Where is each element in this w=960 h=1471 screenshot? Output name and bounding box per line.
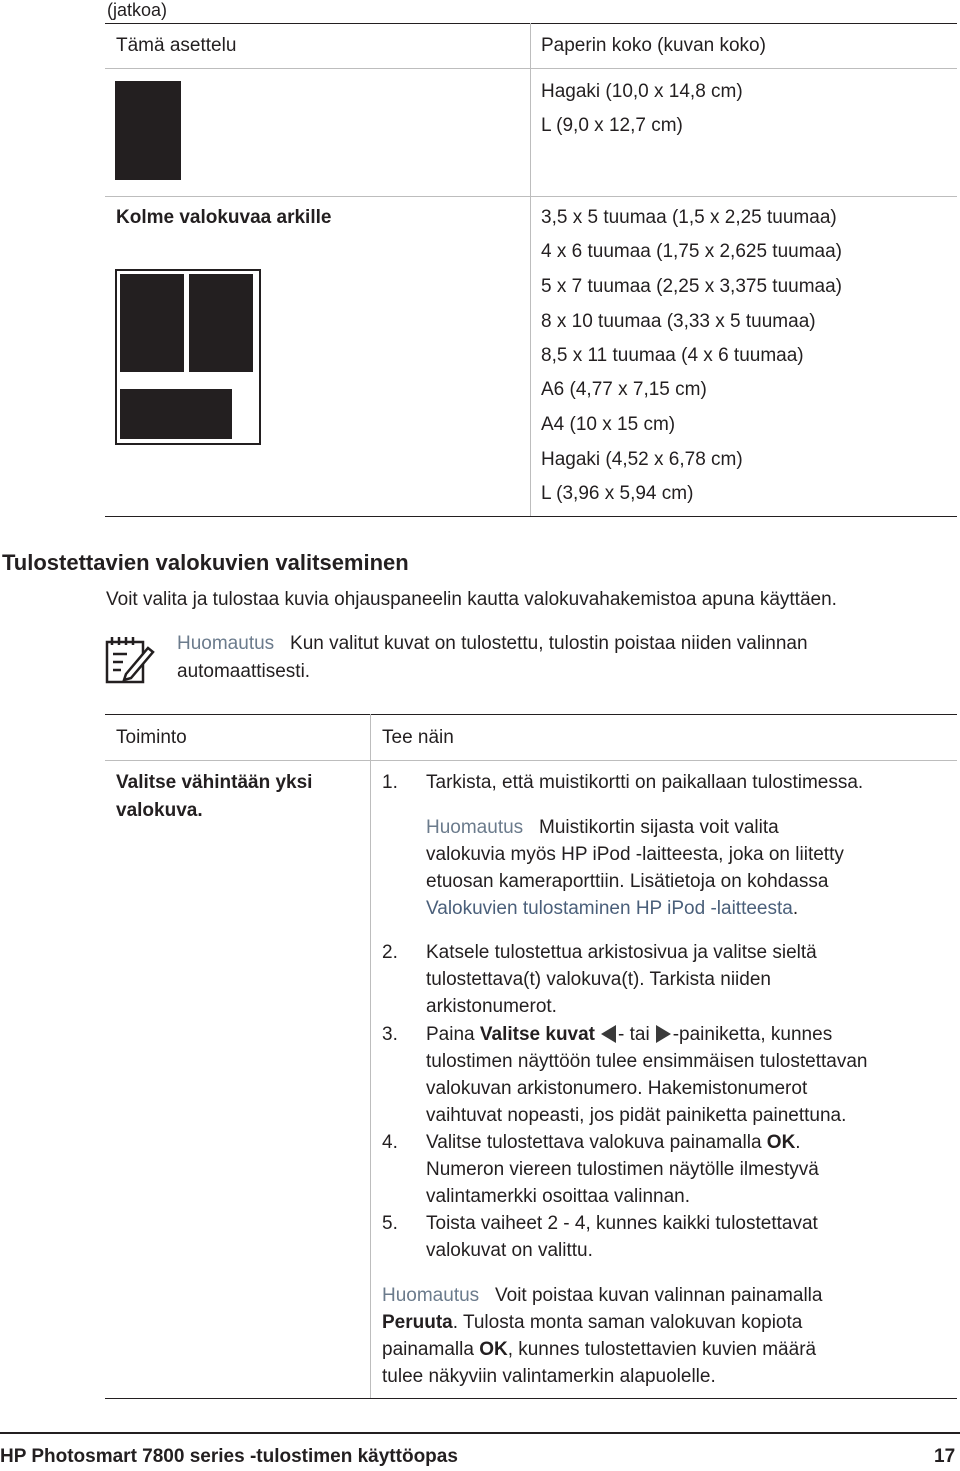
size-item: 4 x 6 tuumaa (1,75 x 2,625 tuumaa) xyxy=(541,241,843,262)
note-text: Muistikortin sijasta voit valita xyxy=(539,817,779,838)
step-text: Tarkista, että muistikortti on paikallaan tulostimessa. xyxy=(426,772,864,793)
step-text: Toista vaiheet 2 - 4, kunnes kaikki tulostettavat xyxy=(426,1213,818,1234)
step-text: tulostettava(t) valokuva(t). Tarkista niiden xyxy=(426,969,771,990)
photo-slot xyxy=(189,274,253,372)
note-label: Huomautus xyxy=(426,817,524,838)
single-photo-thumbnail xyxy=(115,81,181,180)
ipod-printing-link[interactable]: Valokuvien tulostaminen HP iPod -laitteesta xyxy=(426,898,793,919)
size-item: 5 x 7 tuumaa (2,25 x 3,375 tuumaa) xyxy=(541,276,843,297)
table-top-rule xyxy=(105,23,957,24)
step-text: - tai xyxy=(618,1024,650,1045)
action-text: valokuva. xyxy=(116,800,203,821)
step-text: -painiketta, kunnes xyxy=(672,1024,833,1045)
note-text: etuosan kameraporttiin. xyxy=(426,871,625,892)
action-header: Toiminto xyxy=(116,727,187,748)
note-line xyxy=(177,630,808,657)
punctuation: . xyxy=(792,898,799,919)
layout-label: Kolme valokuvaa arkille xyxy=(116,207,332,228)
layout-header: Tämä asettelu xyxy=(116,35,237,56)
step-text: tulostimen näyttöön tulee ensimmäisen tulostettavan xyxy=(426,1051,868,1072)
size-item: 8,5 x 11 tuumaa (4 x 6 tuumaa) xyxy=(541,345,804,366)
step-text: Paina xyxy=(426,1024,475,1045)
note-label: Huomautus xyxy=(382,1285,480,1306)
left-arrow-icon xyxy=(601,1025,616,1043)
step-number: 3. xyxy=(382,1024,398,1045)
step-text: valokuvat on valittu. xyxy=(426,1240,593,1261)
size-item: A6 (4,77 x 7,15 cm) xyxy=(541,379,707,400)
note-line xyxy=(382,1336,816,1363)
note-pencil-icon xyxy=(104,634,156,686)
note-text: painamalla xyxy=(382,1339,474,1360)
note-line xyxy=(426,868,828,895)
size-item: L (9,0 x 12,7 cm) xyxy=(541,115,683,136)
steps-column-divider xyxy=(370,714,371,1399)
note-text: , kunnes tulostettavien kuvien määrä xyxy=(507,1339,817,1360)
note-text: . Tulosta monta saman valokuvan kopiota xyxy=(452,1312,803,1333)
footer-title: HP Photosmart 7800 series -tulostimen käyttöopas xyxy=(0,1446,458,1467)
note-line xyxy=(382,1309,802,1336)
step-number: 5. xyxy=(382,1213,398,1234)
step-number: 1. xyxy=(382,772,398,793)
step-text: Katsele tulostettua arkistosivua ja valitse sieltä xyxy=(426,942,817,963)
size-header: Paperin koko (kuvan koko) xyxy=(541,35,766,56)
continued-label: (jatkoa) xyxy=(107,0,168,20)
step-line xyxy=(426,1129,801,1156)
note-line xyxy=(426,895,798,922)
step-text: Numeron viereen tulostimen näytölle ilmestyvä xyxy=(426,1159,819,1180)
size-item: 8 x 10 tuumaa (3,33 x 5 tuumaa) xyxy=(541,311,816,332)
note-line xyxy=(382,1282,822,1309)
punctuation: . xyxy=(795,1132,801,1153)
size-item: 3,5 x 5 tuumaa (1,5 x 2,25 tuumaa) xyxy=(541,207,837,228)
photo-slot xyxy=(120,274,184,372)
step-text: Valitse tulostettava valokuva painamalla xyxy=(426,1132,762,1153)
note-text-cont: automaattisesti. xyxy=(177,661,311,682)
table-bottom-rule xyxy=(105,516,957,517)
select-photos-button-name: Valitse kuvat xyxy=(479,1024,596,1045)
footer-rule xyxy=(0,1432,960,1434)
step-text: valintamerkki osoittaa valinnan. xyxy=(426,1186,691,1207)
ok-button-name: OK xyxy=(479,1339,508,1360)
step-text: valokuvan arkistonumero. Hakemistonumerot xyxy=(426,1078,808,1099)
right-arrow-icon xyxy=(656,1025,671,1043)
step-line xyxy=(426,1021,832,1048)
page-number: 17 xyxy=(934,1446,956,1467)
step-text: vaihtuvat nopeasti, jos pidät painiketta painettuna. xyxy=(426,1105,847,1126)
note-text: Kun valitut kuvat on tulostettu, tulostin poistaa niiden valinnan xyxy=(290,633,808,654)
note-line xyxy=(426,814,779,841)
steps-header-rule xyxy=(105,760,957,761)
size-item: A4 (10 x 15 cm) xyxy=(541,414,676,435)
row-rule xyxy=(105,196,957,197)
ok-button-name: OK xyxy=(766,1132,796,1153)
step-number: 4. xyxy=(382,1132,398,1153)
note-text: Voit poistaa kuvan valinnan painamalla xyxy=(495,1285,823,1306)
section-title: Tulostettavien valokuvien valitseminen xyxy=(2,550,409,575)
steps-table-top-rule xyxy=(105,714,957,715)
note-text: tulee näkyviin valintamerkin alapuolelle. xyxy=(382,1366,716,1387)
size-item: Hagaki (4,52 x 6,78 cm) xyxy=(541,449,743,470)
header-rule xyxy=(105,68,957,69)
photo-slot xyxy=(120,389,232,439)
column-divider xyxy=(530,23,531,517)
step-text: arkistonumerot. xyxy=(426,996,557,1017)
step-number: 2. xyxy=(382,942,398,963)
action-text: Valitse vähintään yksi xyxy=(116,772,313,793)
size-item: Hagaki (10,0 x 14,8 cm) xyxy=(541,81,743,102)
section-intro: Voit valita ja tulostaa kuvia ohjauspaneelin kautta valokuvahakemistoa apuna käyttäen. xyxy=(106,589,837,610)
three-photo-layout-thumbnail xyxy=(115,269,261,445)
note-label: Huomautus xyxy=(177,633,275,654)
howto-header: Tee näin xyxy=(382,727,454,748)
note-text: Lisätietoja on kohdassa xyxy=(629,871,829,892)
cancel-button-name: Peruuta xyxy=(382,1312,453,1333)
note-text: valokuvia myös HP iPod -laitteesta, joka on liitetty xyxy=(426,844,844,865)
steps-table-bottom-rule xyxy=(105,1398,957,1399)
size-item: L (3,96 x 5,94 cm) xyxy=(541,483,694,504)
